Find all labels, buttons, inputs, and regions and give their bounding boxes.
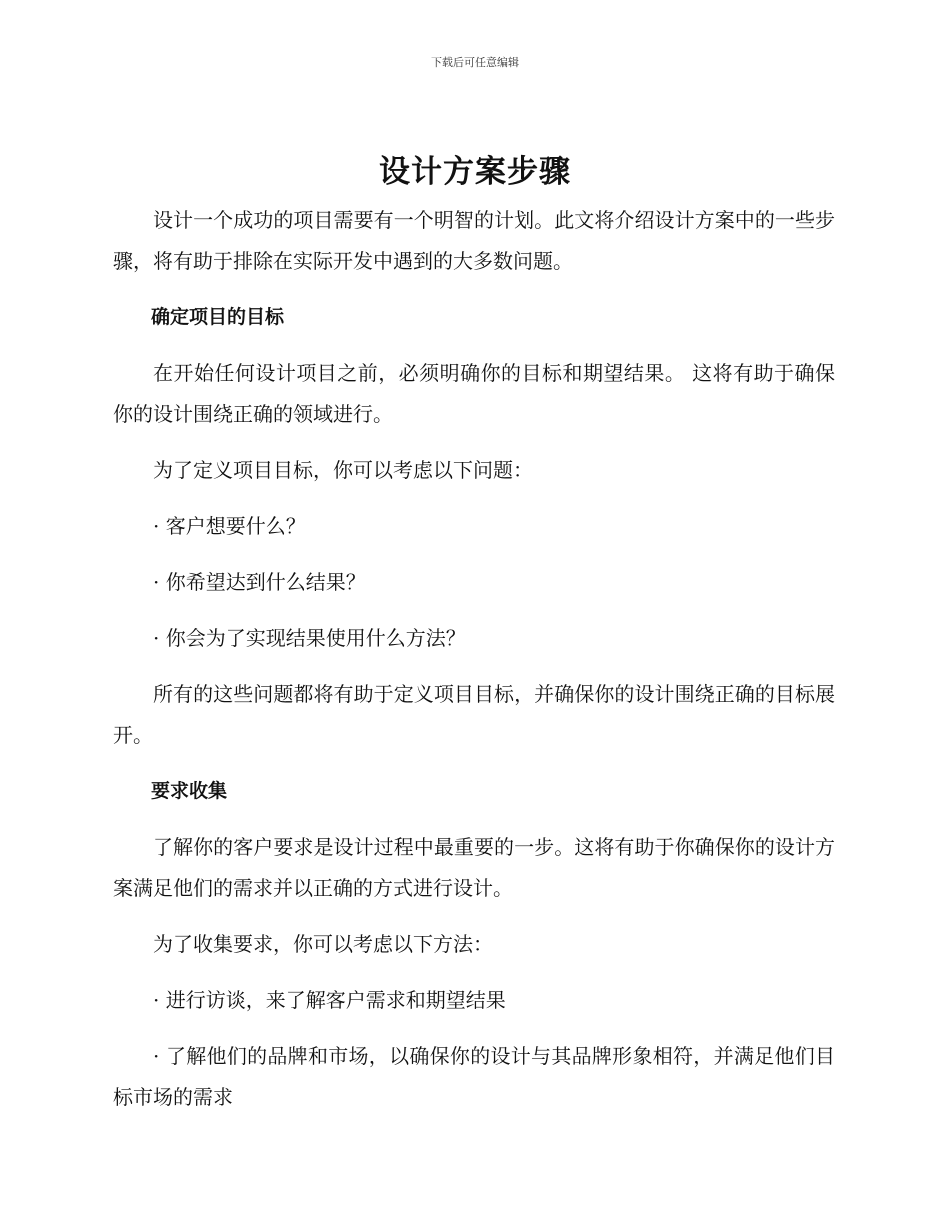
- goals-bullet-2: · 你希望达到什么结果？: [153, 570, 366, 594]
- document-body: [113, 200, 835, 1133]
- goals-conclusion: 所有的这些问题都将有助于定义项目目标，并确保你的设计围绕正确的目标展开。: [113, 682, 835, 747]
- requirements-bullet-2: · 了解他们的品牌和市场，以确保你的设计与其品牌形象相符，并满足他们目标市场的需求: [113, 1044, 835, 1109]
- section-heading-requirements: 要求收集: [151, 780, 228, 802]
- goals-questions-intro: 为了定义项目目标，你可以考虑以下问题：: [153, 458, 533, 482]
- requirements-paragraph: 了解你的客户要求是设计过程中最重要的一步。这将有助于你确保你的设计方案满足他们的需求并以正确的方式进行设计。: [113, 835, 835, 900]
- goals-paragraph: 在开始任何设计项目之前，必须明确你的目标和期望结果。 这将有助于确保你的设计围绕正确的领域进行。: [113, 361, 835, 426]
- goals-bullet-1: · 客户想要什么？: [153, 514, 306, 538]
- document-title: 设计方案步骤: [379, 154, 571, 190]
- page-header: 下载后可任意编辑: [431, 56, 519, 69]
- section-heading-goals: 确定项目的目标: [151, 306, 285, 328]
- requirements-methods-intro: 为了收集要求，你可以考虑以下方法：: [153, 932, 493, 956]
- requirements-bullet-1: · 进行访谈，来了解客户需求和期望结果: [153, 988, 506, 1012]
- intro-paragraph: 设计一个成功的项目需要有一个明智的计划。此文将介绍设计方案中的一些步骤，将有助于排除在实际开发中遇到的大多数问题。: [113, 208, 835, 273]
- goals-bullet-3: · 你会为了实现结果使用什么方法？: [153, 626, 466, 650]
